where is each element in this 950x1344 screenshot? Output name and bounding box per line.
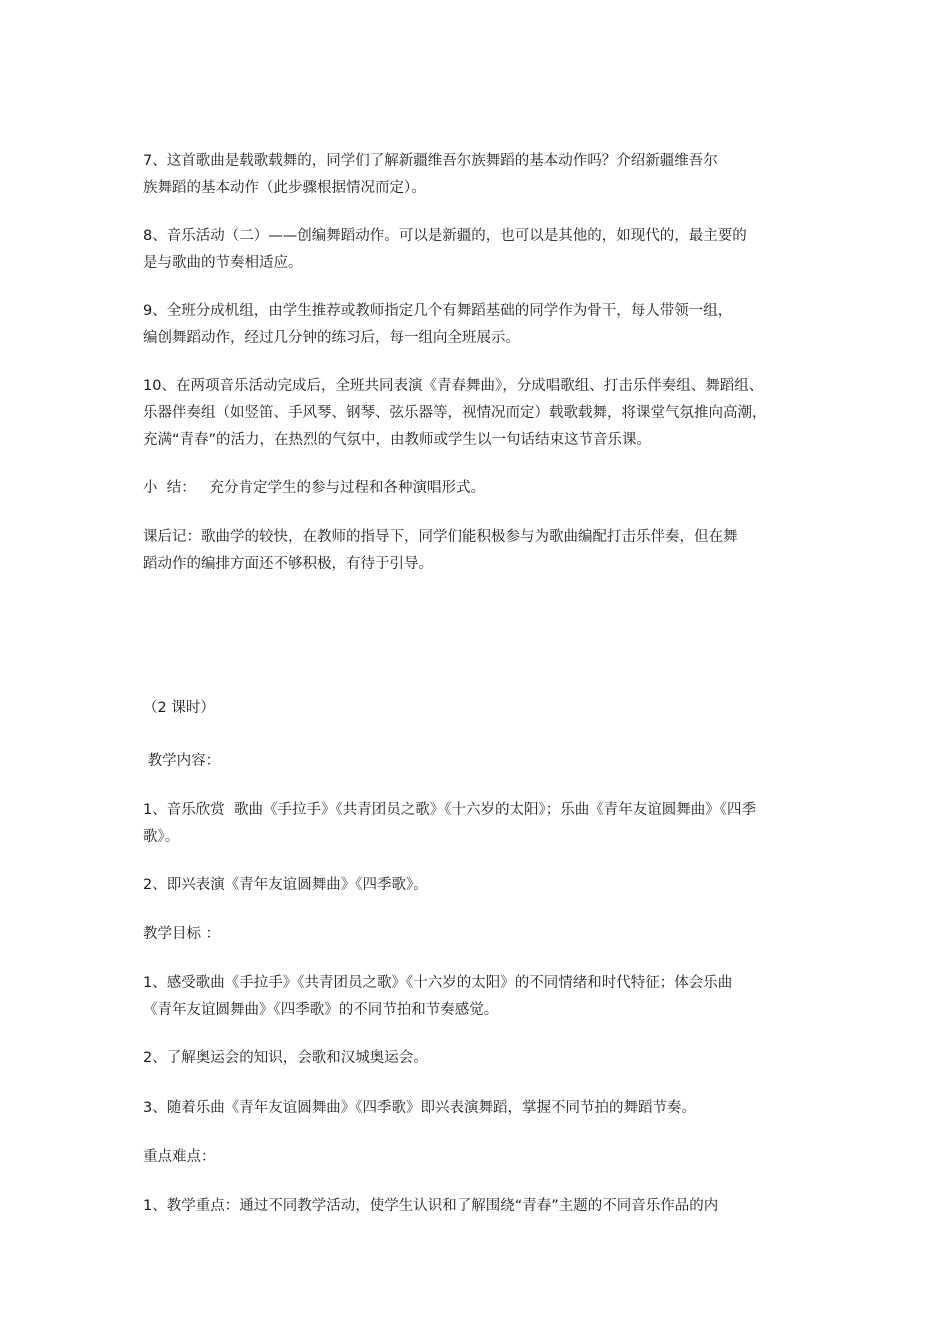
goal-item-1 bbox=[143, 970, 813, 1024]
paragraph-line: 3、随着乐曲《青年友谊圆舞曲》《四季歌》即兴表演舞蹈，掌握不同节拍的舞蹈节奏。 bbox=[143, 1100, 696, 1116]
paragraph-line: 1、音乐欣赏 歌曲《手拉手》《共青团员之歌》《十六岁的太阳》；乐曲《青年友谊圆舞曲》《四季 bbox=[143, 802, 756, 818]
goal-item-3 bbox=[143, 1095, 813, 1122]
paragraph-line: 8、音乐活动（二）——创编舞蹈动作。可以是新疆的，也可以是其他的，如现代的，最主要的 bbox=[143, 228, 747, 244]
paragraph-line: 1、感受歌曲《手拉手》《共青团员之歌》《十六岁的太阳》的不同情绪和时代特征；体会乐曲 bbox=[143, 975, 733, 991]
content-item-2 bbox=[143, 872, 813, 899]
paragraph-line: 《青年友谊圆舞曲》《四季歌》的不同节拍和节奏感觉。 bbox=[143, 1002, 499, 1018]
paragraph-line: 10、在两项音乐活动完成后，全班共同表演《青春舞曲》，分成唱歌组、打击乐伴奏组、舞蹈组、 bbox=[143, 378, 764, 394]
paragraph-line: 7、这首歌曲是载歌载舞的，同学们了解新疆维吾尔族舞蹈的基本动作吗？介绍新疆维吾尔 bbox=[143, 153, 718, 169]
heading-text: 教学目标 ： bbox=[143, 926, 221, 942]
period-label bbox=[143, 695, 813, 722]
key-item-1 bbox=[143, 1193, 813, 1220]
heading-text: 重点难点： bbox=[143, 1149, 216, 1165]
goal-heading bbox=[143, 921, 813, 948]
paragraph-line: 2、了解奥运会的知识，会歌和汉城奥运会。 bbox=[143, 1050, 428, 1066]
content-item-1 bbox=[143, 797, 813, 851]
paragraph-line: 歌》。 bbox=[143, 829, 180, 845]
paragraph-step-10 bbox=[143, 373, 813, 454]
paragraph-line: 族舞蹈的基本动作（此步骤根据情况而定）。 bbox=[143, 180, 426, 196]
period-text: （2 课时） bbox=[143, 700, 215, 716]
heading-text: 教学内容： bbox=[143, 753, 221, 769]
paragraph-line: 是与歌曲的节奏相适应。 bbox=[143, 255, 303, 271]
paragraph-step-7 bbox=[143, 148, 813, 202]
paragraph-step-8 bbox=[143, 223, 813, 277]
paragraph-line: 编创舞蹈动作，经过几分钟的练习后，每一组向全班展示。 bbox=[143, 330, 520, 346]
summary-text: 小 结： 充分肯定学生的参与过程和各种演唱形式。 bbox=[143, 480, 486, 496]
content-heading bbox=[143, 748, 813, 775]
paragraph-line: 充满“青春”的活力，在热烈的气氛中，由教师或学生以一句话结束这节音乐课。 bbox=[143, 432, 652, 448]
paragraph-line: 课后记：歌曲学的较快，在教师的指导下，同学们能积极参与为歌曲编配打击乐伴奏，但在舞 bbox=[143, 529, 738, 545]
summary-paragraph bbox=[143, 475, 813, 502]
paragraph-step-9 bbox=[143, 298, 813, 352]
afterword-paragraph bbox=[143, 524, 813, 578]
paragraph-line: 2、即兴表演《青年友谊圆舞曲》《四季歌》。 bbox=[143, 877, 428, 893]
paragraph-line: 1、教学重点：通过不同教学活动，使学生认识和了解围绕“青春”主题的不同音乐作品的内 bbox=[143, 1198, 719, 1214]
key-heading bbox=[143, 1144, 813, 1171]
paragraph-line: 9、全班分成机组，由学生推荐或教师指定几个有舞蹈基础的同学作为骨干，每人带领一组， bbox=[143, 303, 733, 319]
goal-item-2 bbox=[143, 1045, 813, 1072]
paragraph-line: 蹈动作的编排方面还不够积极，有待于引导。 bbox=[143, 556, 433, 572]
paragraph-line: 乐器伴奏组（如竖笛、手风琴、钢琴、弦乐器等，视情况而定）载歌载舞，将课堂气氛推向高潮， bbox=[143, 405, 767, 421]
